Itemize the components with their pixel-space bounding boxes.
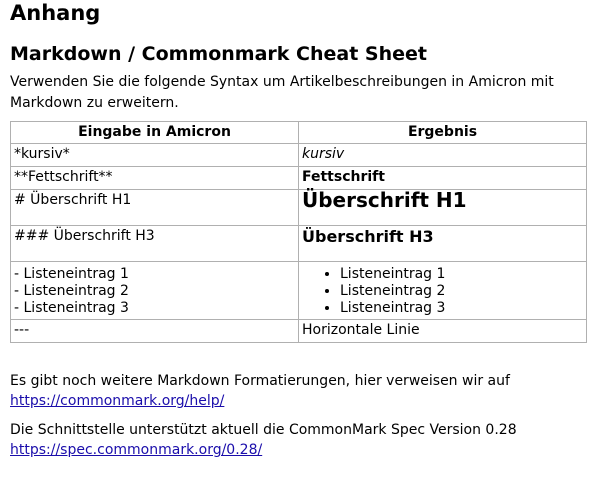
table-row — [11, 262, 587, 320]
result-cell-list — [299, 262, 587, 320]
input-cell: --- — [11, 320, 299, 343]
list-item: • Listeneintrag 3 — [340, 300, 583, 317]
input-line: - Listeneintrag 3 — [14, 300, 129, 316]
table-row — [11, 167, 587, 190]
more-formats-paragraph — [10, 371, 588, 411]
result-cell: Horizontale Linie — [299, 320, 587, 343]
bullet-list — [302, 266, 583, 317]
intro-text: Verwenden Sie die folgende Syntax um Artikelbeschreibungen in Amicron mit Markdown zu erweitern. — [10, 74, 554, 111]
result-cell-bold: Fettschrift — [299, 167, 587, 190]
result-cell-h3: Überschrift H3 — [299, 226, 587, 262]
table-row — [11, 144, 587, 167]
list-item: • Listeneintrag 1 — [340, 266, 583, 283]
page-heading: Anhang — [10, 1, 101, 25]
input-cell: # Überschrift H1 — [11, 190, 299, 226]
input-line: - Listeneintrag 1 — [14, 266, 129, 282]
list-item: • Listeneintrag 2 — [340, 283, 583, 300]
spec-paragraph — [10, 420, 588, 460]
commonmark-spec-link[interactable]: https://spec.commonmark.org/0.28/ — [10, 442, 263, 458]
input-cell: *kursiv* — [11, 144, 299, 167]
table-row — [11, 320, 587, 343]
input-cell: ### Überschrift H3 — [11, 226, 299, 262]
more-formats-text: Es gibt noch weitere Markdown Formatierungen, hier verweisen wir auf — [10, 373, 510, 389]
result-cell-h1: Überschrift H1 — [299, 190, 587, 226]
commonmark-help-link[interactable]: https://commonmark.org/help/ — [10, 393, 225, 409]
input-cell: **Fettschrift** — [11, 167, 299, 190]
input-cell — [11, 262, 299, 320]
cheat-sheet-table — [10, 121, 587, 343]
table-header-row — [11, 122, 587, 144]
page-subheading: Markdown / Commonmark Cheat Sheet — [10, 43, 427, 65]
table-row — [11, 226, 587, 262]
input-line: - Listeneintrag 2 — [14, 283, 129, 299]
table-row — [11, 190, 587, 226]
result-cell-italic: kursiv — [299, 144, 587, 167]
column-header-input: Eingabe in Amicron — [11, 122, 299, 144]
spec-text: Die Schnittstelle unterstützt aktuell die CommonMark Spec Version 0.28 — [10, 422, 517, 438]
column-header-result: Ergebnis — [299, 122, 587, 144]
